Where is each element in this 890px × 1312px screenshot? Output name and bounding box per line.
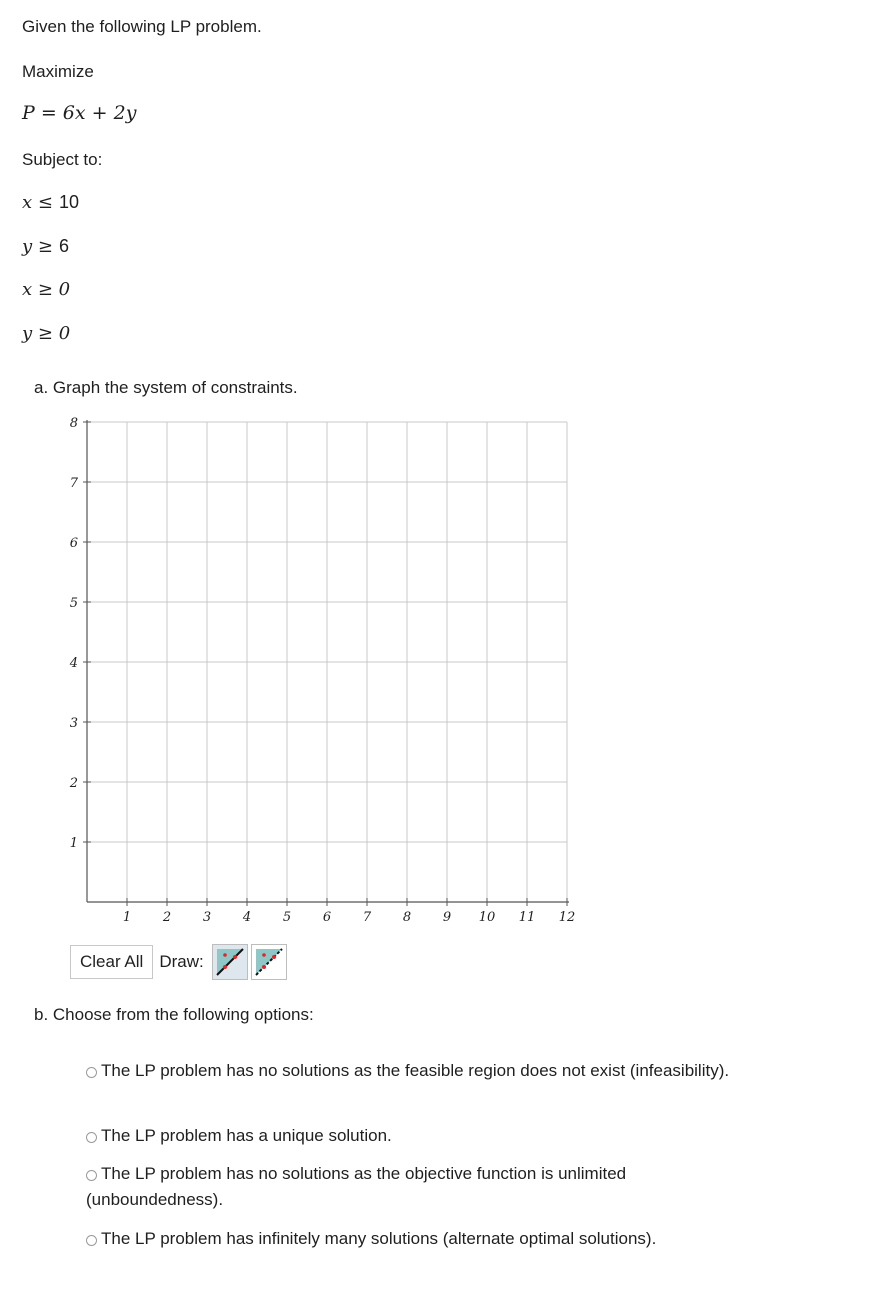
solid-line-icon — [215, 947, 245, 977]
option-unbounded-label: The LP problem has no solutions as the objective function is unlimited (unboundedness). — [86, 1164, 627, 1209]
x-tick-label: 10 — [478, 910, 496, 925]
constraint-3-expr: x ≥ 0 — [22, 279, 71, 300]
option-unbounded[interactable] — [86, 1161, 736, 1213]
objective-lhs: P — [22, 102, 35, 124]
constraint-2-expr: y ≥ — [22, 236, 53, 257]
option-infinite-radio[interactable] — [86, 1235, 97, 1246]
option-unique[interactable] — [86, 1123, 736, 1149]
x-tick-label: 1 — [122, 910, 132, 925]
solid-line-tool[interactable] — [212, 944, 248, 980]
y-tick-label: 5 — [69, 596, 78, 611]
x-tick-label: 8 — [402, 910, 412, 925]
option-infeasible-radio[interactable] — [86, 1067, 97, 1078]
x-tick-label: 7 — [362, 910, 372, 925]
option-infinite-label: The LP problem has infinitely many solutions (alternate optimal solutions). — [101, 1229, 657, 1248]
y-tick-label: 1 — [69, 836, 78, 851]
constraint-3 — [22, 279, 70, 300]
draw-label: Draw: — [159, 952, 204, 971]
objective-expr: = 6x + 2y — [40, 102, 137, 124]
dashed-line-icon — [254, 947, 284, 977]
clear-all-button[interactable]: Clear All — [70, 945, 153, 979]
option-infeasible-label: The LP problem has no solutions as the feasible region does not exist (infeasibility). — [101, 1061, 730, 1080]
part-a-label: a. Graph the system of constraints. — [34, 378, 298, 397]
x-tick-label: 2 — [162, 910, 172, 925]
y-tick-label: 6 — [69, 536, 78, 551]
graph-toolbar — [70, 944, 290, 980]
objective-function — [22, 102, 136, 124]
objective-direction: Maximize — [22, 62, 94, 81]
y-tick-label: 8 — [69, 416, 78, 431]
subject-to-label: Subject to: — [22, 150, 103, 169]
option-unique-radio[interactable] — [86, 1132, 97, 1143]
intro-text: Given the following LP problem. — [22, 17, 262, 36]
constraint-4-expr: y ≥ 0 — [22, 323, 71, 344]
x-tick-label: 5 — [282, 910, 292, 925]
constraint-1-rhs: 10 — [58, 192, 79, 212]
x-tick-label: 12 — [558, 910, 576, 925]
constraint-2 — [22, 236, 69, 257]
x-tick-label: 11 — [518, 910, 536, 925]
constraint-2-rhs: 6 — [58, 236, 69, 256]
y-tick-label: 2 — [69, 776, 78, 791]
y-tick-label: 4 — [69, 656, 78, 671]
option-infeasible[interactable] — [86, 1058, 736, 1084]
constraint-4 — [22, 323, 70, 344]
y-tick-label: 7 — [69, 476, 78, 491]
y-tick-label: 3 — [69, 716, 78, 731]
dashed-line-tool[interactable] — [251, 944, 287, 980]
option-unbounded-radio[interactable] — [86, 1170, 97, 1181]
x-tick-label: 3 — [202, 910, 212, 925]
x-tick-label: 6 — [322, 910, 332, 925]
constraint-1-expr: x ≤ — [22, 192, 53, 213]
x-tick-label: 9 — [442, 910, 452, 925]
part-b-label: b. Choose from the following options: — [34, 1005, 314, 1024]
graph-canvas[interactable] — [60, 408, 590, 928]
option-unique-label: The LP problem has a unique solution. — [101, 1126, 392, 1145]
option-infinite[interactable] — [86, 1226, 736, 1252]
constraint-1 — [22, 192, 79, 213]
x-tick-label: 4 — [242, 910, 252, 925]
